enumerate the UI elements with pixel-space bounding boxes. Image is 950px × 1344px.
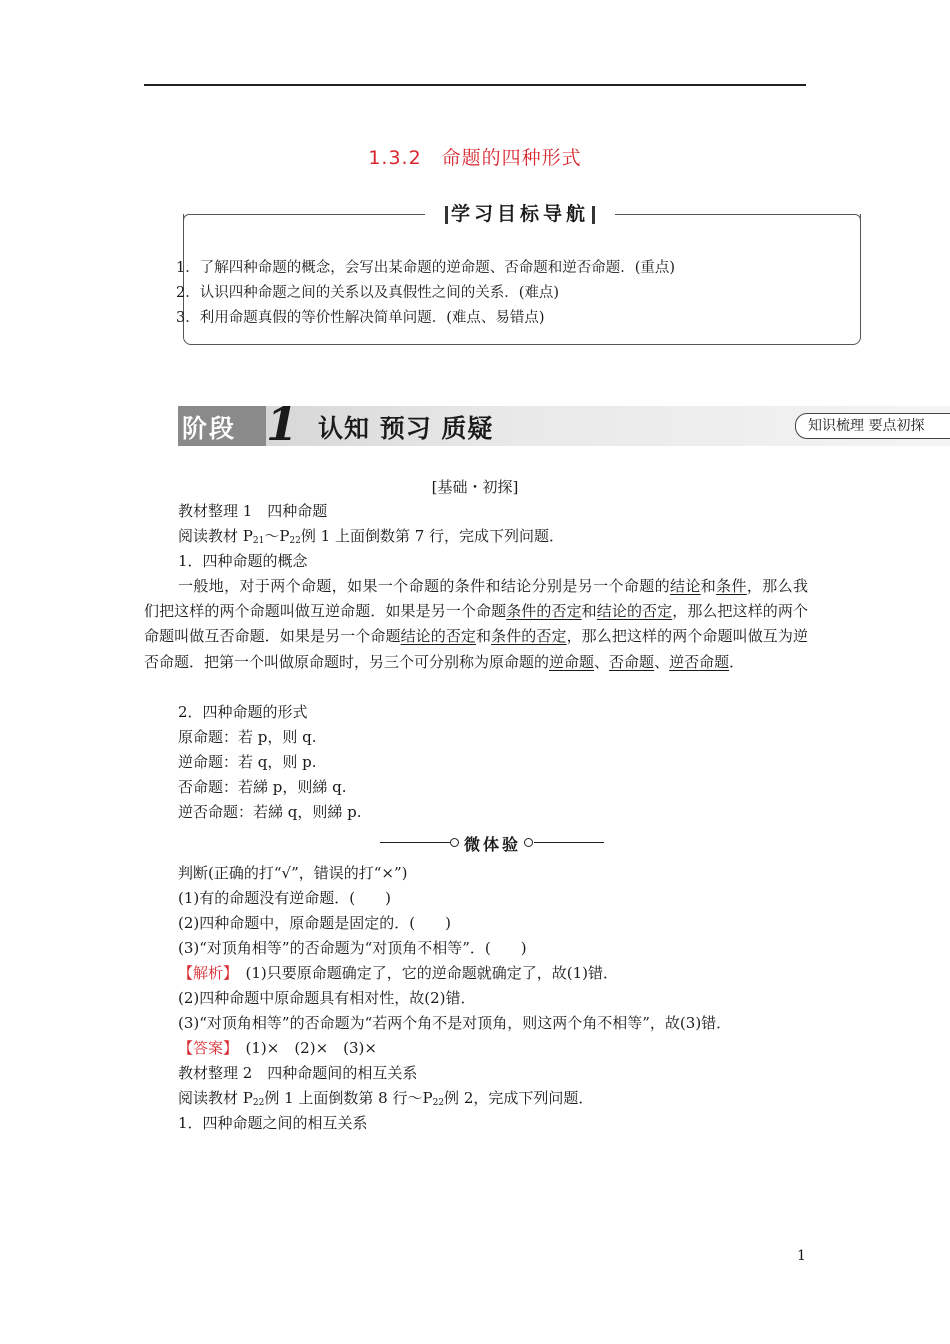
goal-heading-text: 学习目标导航 xyxy=(450,203,589,225)
question-3: (3)“对顶角相等”的否命题为“对顶角不相等”．( ) xyxy=(178,939,527,957)
divider-circle-icon xyxy=(450,838,459,847)
goal-item-2: 2．认识四种命题之间的关系以及真假性之间的关系．(难点) xyxy=(176,285,560,301)
heading-bar-icon xyxy=(445,206,448,224)
stage-title: 认知 预习 质疑 xyxy=(318,414,494,443)
header-rule xyxy=(144,84,806,86)
goal-heading xyxy=(425,200,615,228)
page-number: 1 xyxy=(797,1248,806,1264)
s1-reading: 阅读教材 $P_{21}\sim P_{22}$例 1 上面倒数第 7 行，完成下列问题． xyxy=(178,527,565,546)
s2-heading: 教材整理 2 四种命题间的相互关系 xyxy=(178,1064,418,1082)
stage-number: 1 xyxy=(266,397,299,451)
s2-relation-heading: 1．四种命题之间的相互关系 xyxy=(178,1114,368,1132)
concept-paragraph: 一般地，对于两个命题，如果一个命题的条件和结论分别是另一个命题的结论和条件，那么我们把这样的两个命题叫做互逆命题．如果是另一个命题条件的否定和结论的否定，那么把这样的两个命题叫做互否命题．如果是另一个命题结论的否定和条件的否定，那么把这样的两个命题叫做互为逆否命题．把第一个叫做原命题时，另三个可分别称为原命题的逆命题、否命题、逆否命题． xyxy=(144,577,808,671)
heading-bar-icon xyxy=(592,206,595,224)
explanation-tag: 【解析】 xyxy=(178,964,231,982)
section-title: 1.3.2 命题的四种形式 xyxy=(368,147,582,169)
goal-item-1: 1．了解四种命题的概念，会写出某命题的逆命题、否命题和逆否命题．(重点) xyxy=(176,260,676,276)
s1-heading: 教材整理 1 四种命题 xyxy=(178,502,328,520)
stage-label: 阶段 xyxy=(182,414,237,443)
form-original: 原命题：若 p，则 q. xyxy=(178,728,317,746)
weitiyan-label: 微体验 xyxy=(464,835,522,854)
explanation-2: (2)四种命题中原命题具有相对性，故(2)错． xyxy=(178,989,476,1007)
divider-line xyxy=(380,842,450,843)
form-converse: 逆命题：若 q，则 p. xyxy=(178,753,317,771)
stage-pill: 知识梳理 要点初探 xyxy=(795,413,950,439)
answer-tag: 【答案】 xyxy=(178,1039,231,1057)
explanation-1: 【解析】 (1)只要原命题确定了，它的逆命题就确定了，故(1)错． xyxy=(178,964,619,982)
weitiyan-divider xyxy=(380,832,604,854)
divider-line xyxy=(534,842,604,843)
s2-reading: 阅读教材 $P_{22}$例 1 上面倒数第 8 行$\sim P_{22}$例 2，完成下列问题． xyxy=(178,1089,594,1108)
question-1: (1)有的命题没有逆命题．( ) xyxy=(178,889,391,907)
divider-circle-icon xyxy=(524,838,533,847)
s1-form-heading: 2．四种命题的形式 xyxy=(178,703,308,721)
answer: 【答案】 (1)× (2)× (3)× xyxy=(178,1039,377,1057)
s1-concept-heading: 1．四种命题的概念 xyxy=(178,552,308,570)
stage-banner xyxy=(178,397,950,451)
goal-item-3: 3．利用命题真假的等价性解决简单问题．(难点、易错点) xyxy=(176,310,545,326)
weitiyan-prompt: 判断(正确的打“√”，错误的打“×”) xyxy=(178,864,408,882)
explanation-3: (3)“对顶角相等”的否命题为“若两个角不是对顶角，则这两个角不相等”，故(3)错． xyxy=(178,1014,732,1032)
form-contrapositive: 逆否命题：若綈 q，则綈 p. xyxy=(178,803,362,821)
question-2: (2)四种命题中，原命题是固定的．( ) xyxy=(178,914,451,932)
form-inverse: 否命题：若綈 p，则綈 q. xyxy=(178,778,347,796)
basic-label: [基础・初探] xyxy=(431,478,519,496)
